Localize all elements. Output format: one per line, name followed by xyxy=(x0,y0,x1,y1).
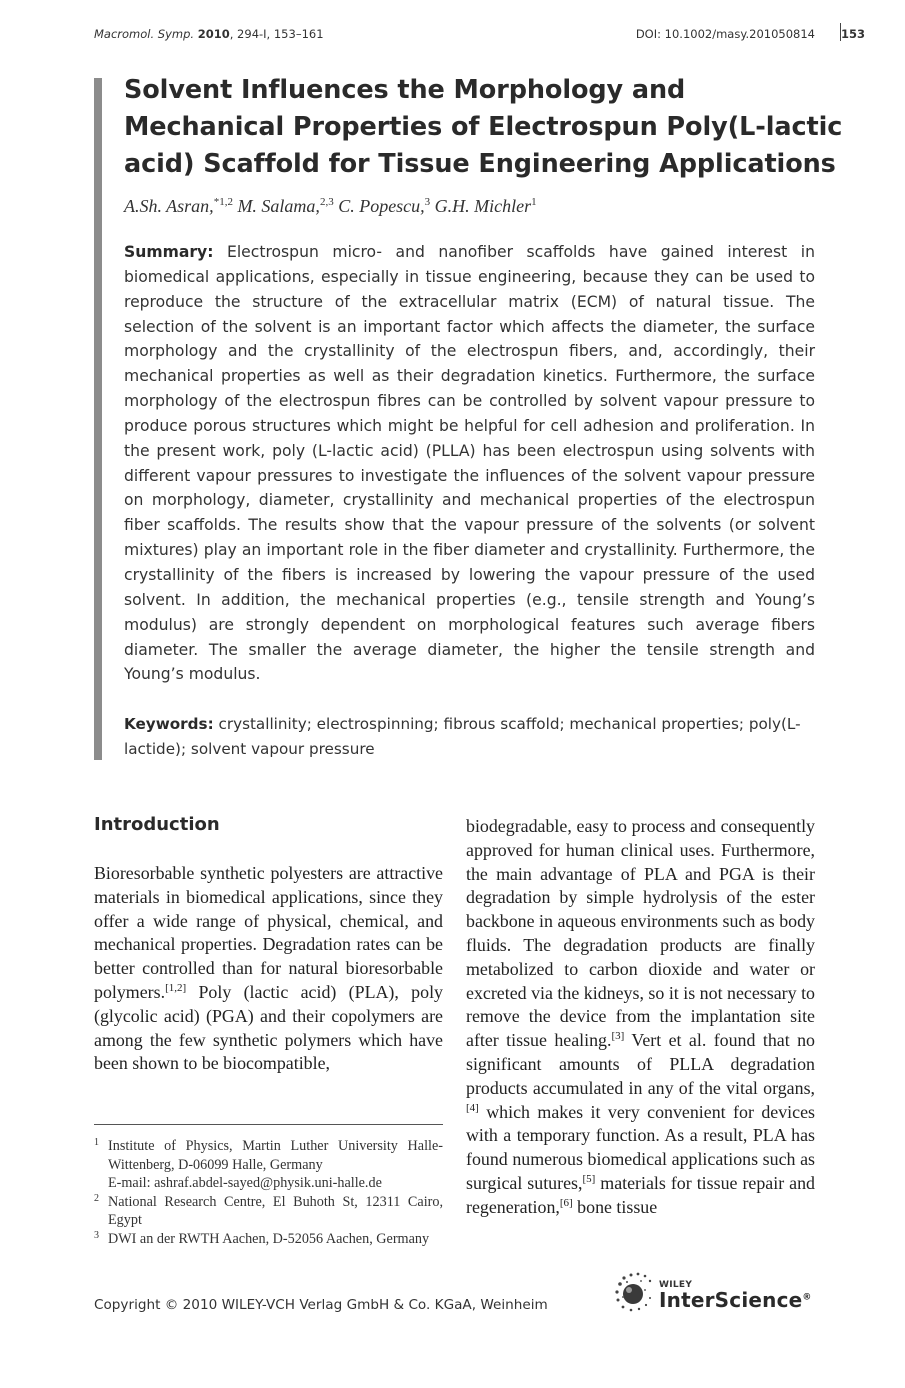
abstract-side-bar xyxy=(94,78,102,760)
section-heading-introduction: Introduction xyxy=(94,814,220,835)
footnote-item xyxy=(94,1137,443,1193)
citation-ref[interactable]: [4] xyxy=(466,1101,479,1114)
body-text: Bioresorbable synthetic polyesters are attractive materials in biomedical applications, since they offer a wide range of physical, chemical, and mechanical properties. Degradation rates can be better controlled than for natural bioresorbable polymers. xyxy=(94,863,443,1002)
doi: DOI: 10.1002/masy.201050814 xyxy=(635,27,815,41)
keywords-label: Keywords: xyxy=(124,715,214,733)
journal-year: 2010 xyxy=(197,27,230,41)
keywords xyxy=(124,712,815,762)
body-text: Vert et al. found that no significant amounts of PLLA degradation products accumulated in any of the vital organs, xyxy=(466,1030,815,1098)
wiley-interscience-logo xyxy=(612,1268,822,1316)
globe-dots-icon xyxy=(612,1268,658,1314)
body-column-right xyxy=(466,815,815,1220)
citation-ref[interactable]: [3] xyxy=(611,1030,625,1043)
body-text: bone tissue xyxy=(572,1196,658,1217)
journal-citation xyxy=(94,27,324,41)
body-text: biodegradable, easy to process and consequently approved for human clinical uses. Furthermore, the main advantage of PLA and PGA is their degradation by simple hydrolysis of the ester backbone in aqueous environments such as body fluids. The degradation products are finally metabolized to carbon dioxide and water or excreted via the kidneys, so it is not necessary to remove the device from the implantation site after tissue healing. xyxy=(466,816,815,1051)
author-affiliation: *1,2 xyxy=(213,196,233,208)
author-list xyxy=(124,196,537,217)
author-email[interactable]: E-mail: ashraf.abdel-sayed@physik.uni-halle.de xyxy=(108,1175,382,1192)
author-affiliation: 1 xyxy=(531,196,537,208)
logo-brand xyxy=(659,1288,812,1312)
footnote-text: Institute of Physics, Martin Luther University Halle-Wittenberg, D-06099 Halle, Germany xyxy=(108,1138,443,1173)
journal-name: Macromol. Symp. xyxy=(94,27,195,41)
author-affiliation: 3 xyxy=(424,196,431,208)
footnote-number: 1 xyxy=(94,1137,99,1148)
copyright-notice: Copyright © 2010 WILEY-VCH Verlag GmbH & Co. KGaA, Weinheim xyxy=(94,1297,548,1313)
footnote-divider xyxy=(94,1124,443,1125)
citation-ref[interactable]: [1,2] xyxy=(165,982,187,995)
summary-text: Electrospun micro- and nanofiber scaffolds have gained interest in biomedical applications, especially in tissue engineering, because they can be used to reproduce the structure of the extracellular matrix (ECM) of natural tissue. The selection of the solvent is an important factor which affects the diameter, the surface morphology and the crystallinity of the electrospun fibers, and, accordingly, their mechanical properties as well as their degradation kinetics. Furthermore, the surface morphology of the electrospun fibres can be controlled by solvent vapour pressure to produce porous structures which might be helpful for cell adhesion and proliferation. In the present work, poly (L-lactic acid) (PLLA) has been electrospun using solvents with different vapour pressures to investigate the influences of the solvent vapour pressure on morphology, diameter, crystallinity and mechanical properties of the electrospun fiber scaffolds. The results show that the vapour pressure of the solvents (or solvent mixtures) play an important role in the fiber diameter and crystallinity. Furthermore, the crystallinity of the fibers is increased by lowering the vapour pressure of the used solvent. In addition, the mechanical properties (e.g., tensile strength and Young’s modulus) are strongly dependent on morphological features such average fibers diameter. The smaller the average diameter, the higher the tensile strength and Young’s modulus. xyxy=(124,243,815,684)
body-text: Poly (lactic acid) (PLA), poly (glycolic acid) (PGA) and their copolymers are among the few synthetic polymers which have been shown to be biocompatible, xyxy=(94,981,443,1074)
page-number: 153 xyxy=(840,27,865,41)
logo-publisher: WILEY xyxy=(659,1280,693,1290)
keywords-text: crystallinity; electrospinning; fibrous scaffold; mechanical properties; poly(L-lactide); solvent vapour pressure xyxy=(124,715,801,758)
body-text: which makes it very convenient for devices with a temporary function. As a result, PLA has found numerous biomedical applications such as surgical sutures, xyxy=(466,1101,815,1193)
footnote-text: DWI an der RWTH Aachen, D-52056 Aachen, Germany xyxy=(108,1230,430,1247)
summary-label: Summary: xyxy=(124,243,214,261)
affiliation-footnotes xyxy=(94,1137,443,1249)
author-affiliation: 2,3 xyxy=(319,196,334,208)
footnote-text: National Research Centre, El Buhoth St, 12311 Cairo, Egypt xyxy=(108,1193,443,1229)
author-name: A.Sh. Asran, xyxy=(124,196,214,216)
logo-brand-text: InterScience xyxy=(659,1288,803,1312)
journal-volume-pages: , 294-I, 153–161 xyxy=(229,27,324,41)
author-name: G.H. Michler xyxy=(434,196,532,216)
footnote-number: 2 xyxy=(94,1192,99,1204)
footnote-number: 3 xyxy=(94,1229,99,1241)
footnote-item xyxy=(94,1193,443,1230)
body-column-left xyxy=(94,862,443,1076)
abstract-summary xyxy=(124,240,815,687)
author-name: M. Salama, xyxy=(237,196,320,216)
citation-ref[interactable]: [6] xyxy=(559,1196,573,1209)
registered-mark: ® xyxy=(802,1292,812,1303)
citation-ref[interactable]: [5] xyxy=(582,1172,596,1185)
running-header xyxy=(94,27,869,43)
author-name: C. Popescu, xyxy=(338,196,425,216)
footnote-item xyxy=(94,1230,443,1249)
body-text: materials for tissue repair and regeneration, xyxy=(466,1172,815,1217)
article-title: Solvent Influences the Morphology and Mechanical Properties of Electrospun Poly(L-lactic acid) Scaffold for Tissue Engineering Applications xyxy=(124,75,843,179)
